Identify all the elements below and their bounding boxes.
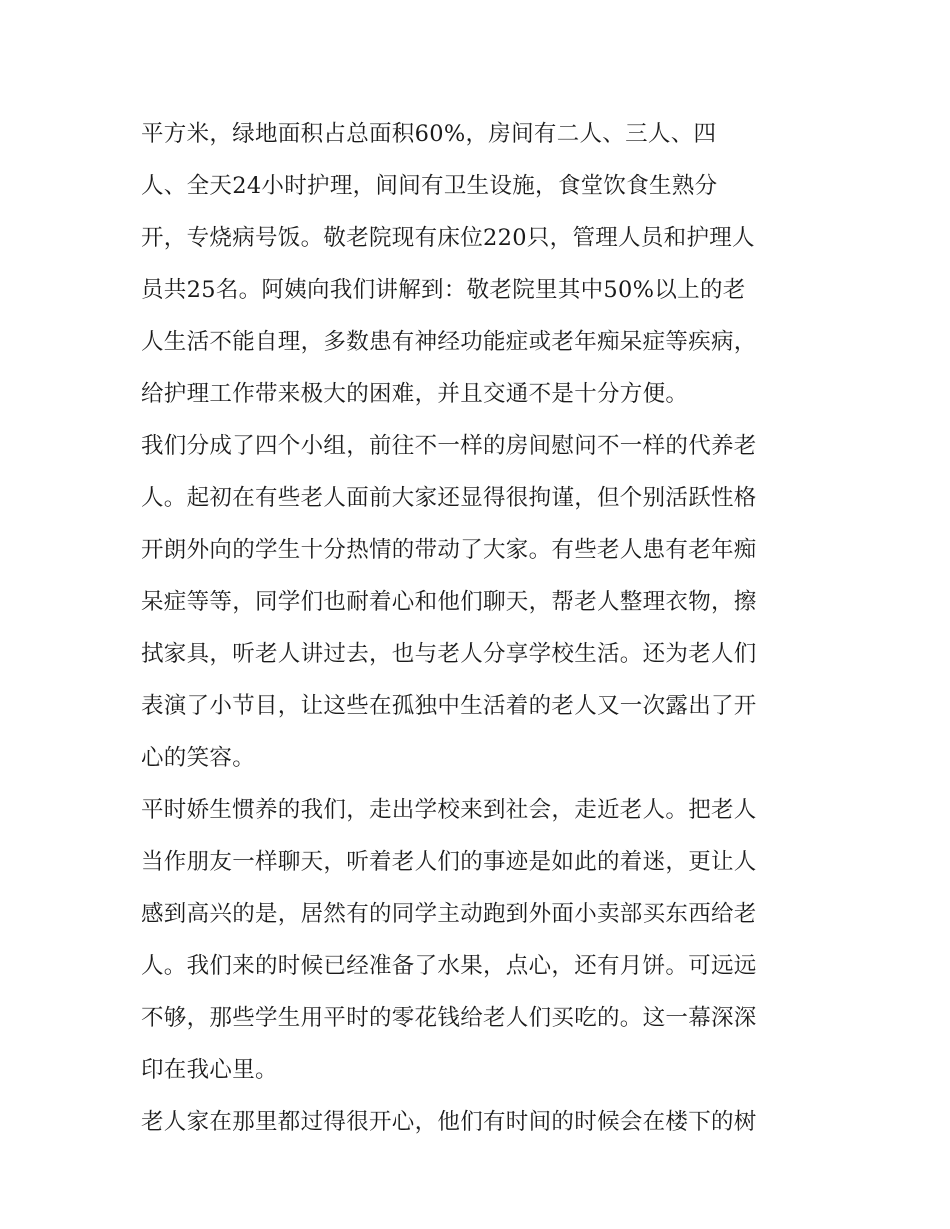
text-line: 心的笑容。 [141,745,256,771]
text-line: 平时娇生惯养的我们，走出学校来到社会，走近老人。把老人 [141,797,757,823]
text-line: 表演了小节目，让这些在孤独中生活着的老人又一次露出了开 [141,693,757,719]
text-line: 不够，那些学生用平时的零花钱给老人们买吃的。这一幕深深 [141,1005,757,1031]
text-line: 感到高兴的是，居然有的同学主动跑到外面小卖部买东西给老 [141,901,757,927]
text-line: 拭家具，听老人讲过去，也与老人分享学校生活。还为老人们 [141,641,757,667]
text-line: 当作朋友一样聊天，听着老人们的事迹是如此的着迷，更让人 [141,849,757,875]
text-line: 人生活不能自理，多数患有神经功能症或老年痴呆症等疾病， [141,329,757,355]
text-line: 呆症等等，同学们也耐着心和他们聊天，帮老人整理衣物，擦 [141,589,757,615]
text-line: 员共25名。阿姨向我们讲解到：敬老院里其中50%以上的老 [141,277,746,303]
text-line: 人、全天24小时护理，间间有卫生设施，食堂饮食生熟分 [141,173,718,199]
text-line: 我们分成了四个小组，前往不一样的房间慰问不一样的代养老 [141,433,757,459]
text-line: 人。我们来的时候已经准备了水果，点心，还有月饼。可远远 [141,953,757,979]
text-line: 开，专烧病号饭。敬老院现有床位220只，管理人员和护理人 [141,225,755,251]
text-line: 平方米，绿地面积占总面积60%，房间有二人、三人、四 [141,121,717,147]
text-line: 给护理工作带来极大的困难，并且交通不是十分方便。 [141,381,689,407]
text-line: 开朗外向的学生十分热情的带动了大家。有些老人患有老年痴 [141,537,757,563]
text-line: 印在我心里。 [141,1057,278,1083]
text-line: 老人家在那里都过得很开心，他们有时间的时候会在楼下的树 [141,1109,757,1135]
text-line: 人。起初在有些老人面前大家还显得很拘谨，但个别活跃性格 [141,485,757,511]
document-body [141,108,821,1148]
